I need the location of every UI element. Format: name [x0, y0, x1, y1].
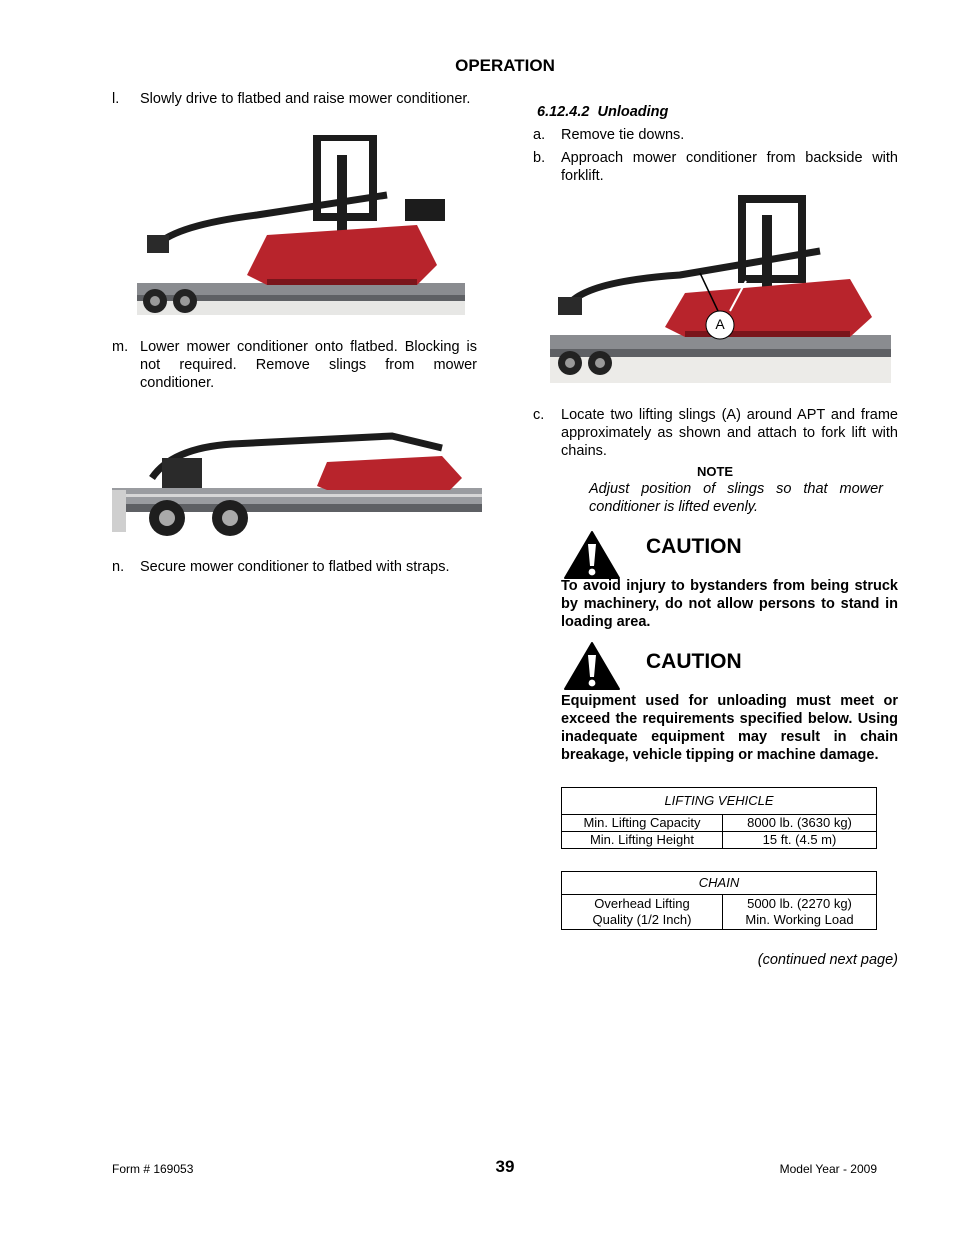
cell-line: Min. Working Load [745, 912, 854, 927]
table-cell: Min. Lifting Capacity [562, 815, 723, 832]
note-heading: NOTE [696, 464, 734, 479]
cell-line: 5000 lb. (2270 kg) [747, 896, 852, 911]
table-title: LIFTING VEHICLE [562, 788, 877, 815]
lifting-vehicle-table [561, 787, 877, 849]
cell-line: Quality (1/2 Inch) [592, 912, 692, 927]
table-cell [562, 895, 723, 930]
caution-text: To avoid injury to bystanders from being struck by machinery, do not allow persons to stand in loading area. [561, 578, 898, 630]
photo-unloading-slings [550, 195, 891, 383]
step-label: l. [112, 91, 120, 107]
section-number: 6.12.4.2 [537, 104, 590, 120]
step-c [533, 406, 898, 466]
step-label: m. [112, 339, 129, 355]
table-cell: Min. Lifting Height [562, 832, 723, 849]
section-heading [537, 104, 668, 120]
caution-text: Equipment used for unloading must meet or exceed the requirements specified below. Using inadequate equipment may result in chain breakage, vehicle tipping or machine damage. [561, 693, 898, 763]
chain-table [561, 871, 877, 930]
step-text: Remove tie downs. [561, 127, 685, 143]
step-label: c. [533, 407, 545, 423]
continued-note: (continued next page) [757, 952, 898, 968]
page-number: 39 [495, 1157, 515, 1176]
callout-label: A [715, 316, 725, 332]
table-row [562, 832, 877, 849]
step-text: Slowly drive to flatbed and raise mower conditioner. [140, 91, 471, 107]
step-m [112, 338, 477, 398]
step-text: Approach mower conditioner from backside with forklift. [561, 150, 898, 184]
step-label: a. [533, 127, 546, 143]
table-cell: 15 ft. (4.5 m) [723, 832, 877, 849]
photo-raise-mower [137, 135, 465, 315]
step-text: Lower mower conditioner onto flatbed. Blocking is not required. Remove slings from mower conditioner. [140, 339, 477, 391]
caution-title: CAUTION [646, 650, 742, 673]
step-n [112, 558, 477, 578]
step-label: b. [533, 150, 546, 166]
step-a [533, 126, 898, 146]
table-title: CHAIN [562, 872, 877, 895]
table-row [562, 815, 877, 832]
warning-icon [563, 641, 621, 691]
warning-icon [563, 530, 621, 580]
form-number: Form # 169053 [112, 1162, 194, 1176]
note-text: Adjust position of slings so that mower conditioner is lifted evenly. [589, 481, 883, 515]
step-b [533, 149, 898, 189]
page-heading: OPERATION [455, 56, 555, 75]
cell-line: Overhead Lifting [594, 896, 690, 911]
step-text: Secure mower conditioner to flatbed with straps. [140, 559, 450, 575]
model-year: Model Year - 2009 [779, 1162, 877, 1176]
step-l [112, 90, 477, 130]
photo-mower-on-flatbed [112, 418, 482, 543]
step-text: Locate two lifting slings (A) around APT and frame approximately as shown and attach to fork lift with chains. [561, 407, 898, 459]
table-cell: 8000 lb. (3630 kg) [723, 815, 877, 832]
table-row [562, 895, 877, 930]
caution-title: CAUTION [646, 535, 742, 558]
table-cell [723, 895, 877, 930]
step-label: n. [112, 559, 125, 575]
section-title: Unloading [597, 104, 669, 120]
